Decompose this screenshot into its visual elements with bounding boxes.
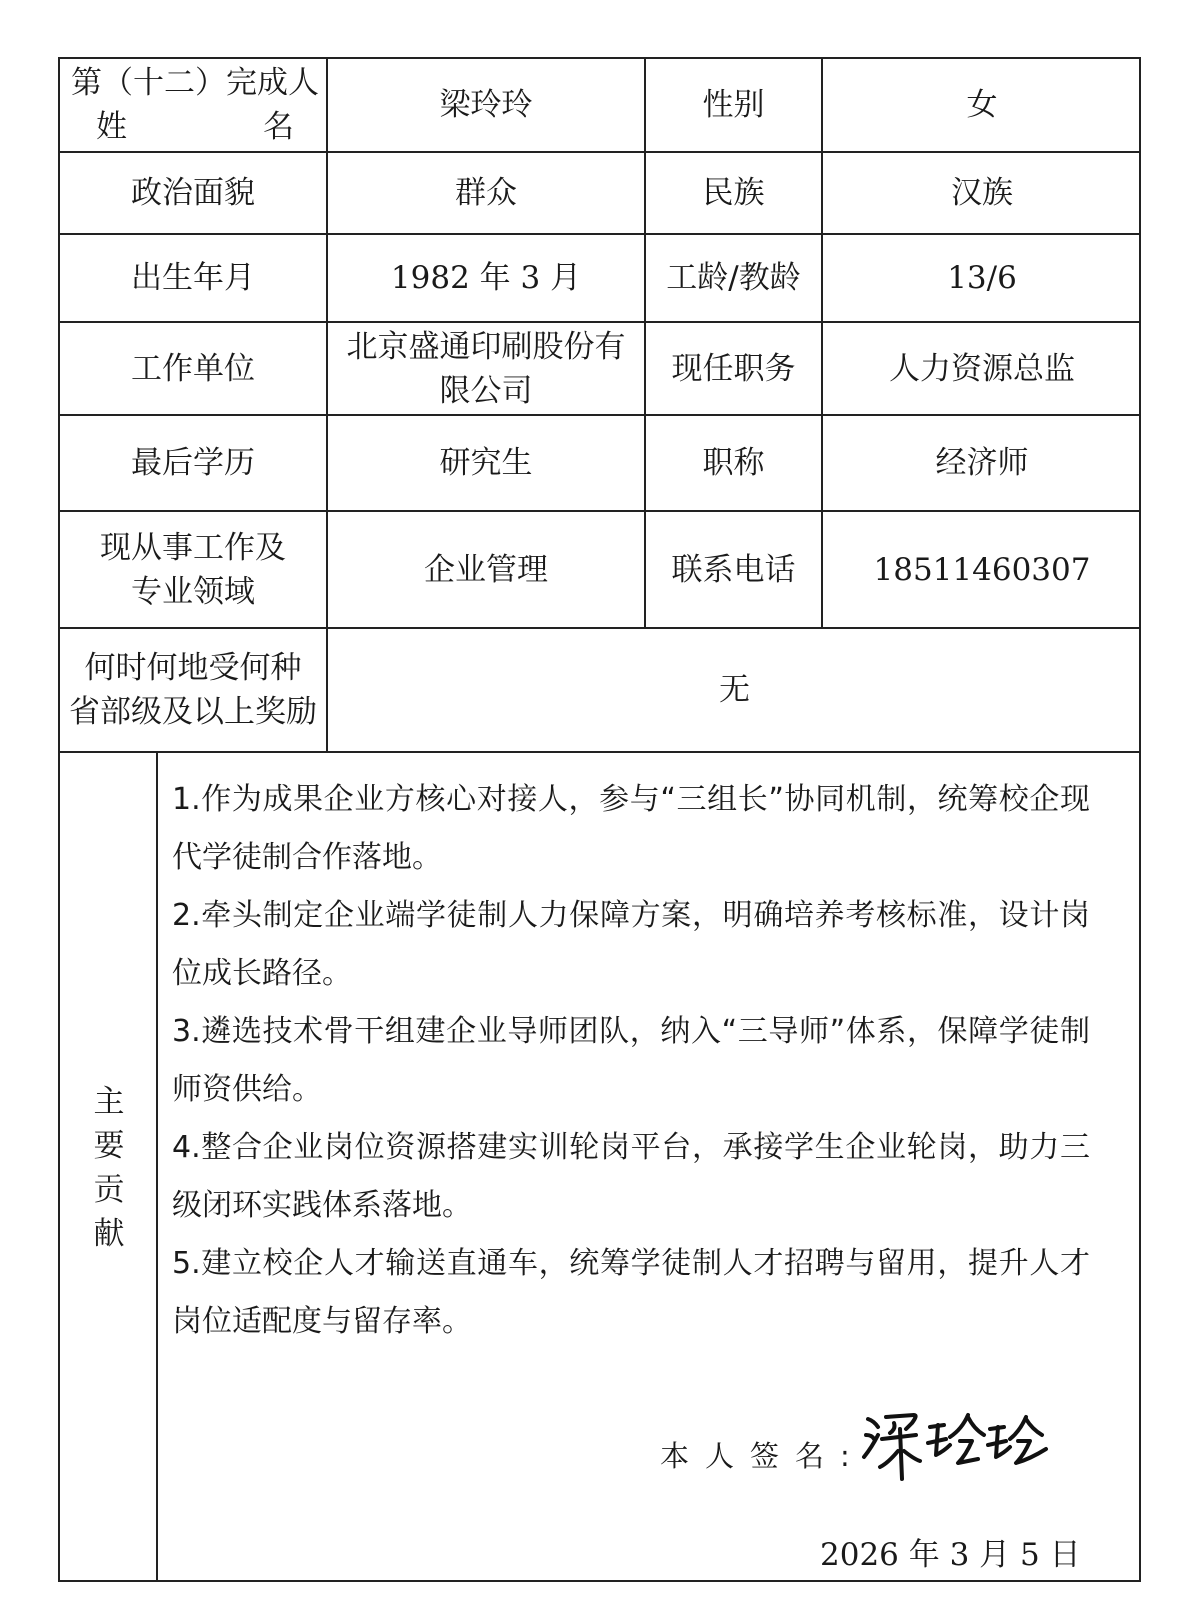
employer-value-line1: 北京盛通印刷股份有 <box>346 328 626 365</box>
ethnic-label: 民族 <box>702 175 765 211</box>
field-label-line1: 现从事工作及 <box>100 529 286 566</box>
seniority-label: 工龄/教龄 <box>666 260 801 296</box>
education-value: 研究生 <box>439 445 533 481</box>
phone-value: 18511460307 <box>873 551 1091 588</box>
position-value: 人力资源总监 <box>889 350 1075 387</box>
contribution-item: 4.整合企业岗位资源搭建实训轮岗平台，承接学生企业轮岗，助力三级闭环实践体系落地。 <box>172 1130 1090 1223</box>
phone-label: 联系电话 <box>671 551 796 588</box>
row-divider <box>60 751 1141 753</box>
name-label-char: 名 <box>263 109 294 145</box>
employer-value <box>328 323 644 414</box>
contribution-item: 1.作为成果企业方核心对接人，参与“三组长”协同机制，统筹校企现代学徒制合作落地。 <box>172 782 1090 875</box>
title-label: 职称 <box>702 445 765 481</box>
award-label-line1: 何时何地受何种 <box>84 650 302 686</box>
name-label <box>70 59 320 151</box>
birth-label: 出生年月 <box>131 260 255 296</box>
nomination-form-table <box>58 57 1141 1582</box>
signature-label: 本人签名: <box>660 1439 866 1473</box>
gender-label: 性别 <box>702 87 765 123</box>
birth-value: 1982 年 3 月 <box>390 260 582 296</box>
field-label <box>60 512 326 627</box>
contributions-label <box>60 753 158 1582</box>
contribution-item: 3.遴选技术骨干组建企业导师团队，纳入“三导师”体系，保障学徒制师资供给。 <box>172 1014 1090 1107</box>
handwritten-signature <box>860 1407 1050 1491</box>
contribution-item: 5.建立校企人才输送直通车，统筹学徒制人才招聘与留用，提升人才岗位适配度与留存率。 <box>172 1246 1090 1339</box>
name-label-char: 姓 <box>96 109 127 145</box>
position-label: 现任职务 <box>671 350 796 387</box>
gender-value: 女 <box>966 87 998 123</box>
ethnic-value: 汉族 <box>951 175 1013 211</box>
seniority-value: 13/6 <box>947 260 1017 296</box>
contribution-item: 2.牵头制定企业端学徒制人力保障方案，明确培养考核标准，设计岗位成长路径。 <box>172 898 1090 991</box>
contributions-label-char: 贡 <box>93 1171 125 1208</box>
award-value: 无 <box>719 672 750 708</box>
field-label-line2: 专业领域 <box>131 573 255 610</box>
award-label <box>60 629 326 751</box>
award-label-line2: 省部级及以上奖励 <box>69 694 317 730</box>
education-label: 最后学历 <box>131 445 255 481</box>
contributions-label-char: 要 <box>93 1127 125 1164</box>
field-value: 企业管理 <box>424 551 548 588</box>
contributions-list <box>172 771 1090 1351</box>
title-value: 经济师 <box>935 445 1029 481</box>
employer-value-line2: 限公司 <box>439 372 533 409</box>
political-value: 群众 <box>455 175 517 211</box>
political-label: 政治面貌 <box>131 175 255 211</box>
contributions-label-char: 献 <box>93 1215 125 1252</box>
signature-date: 2026 年 3 月 5 日 <box>820 1537 1081 1573</box>
name-value: 梁玲玲 <box>439 87 533 123</box>
contributions-label-char: 主 <box>93 1083 125 1120</box>
name-label-line1: 第（十二）完成人 <box>71 65 319 101</box>
employer-label: 工作单位 <box>131 350 255 387</box>
